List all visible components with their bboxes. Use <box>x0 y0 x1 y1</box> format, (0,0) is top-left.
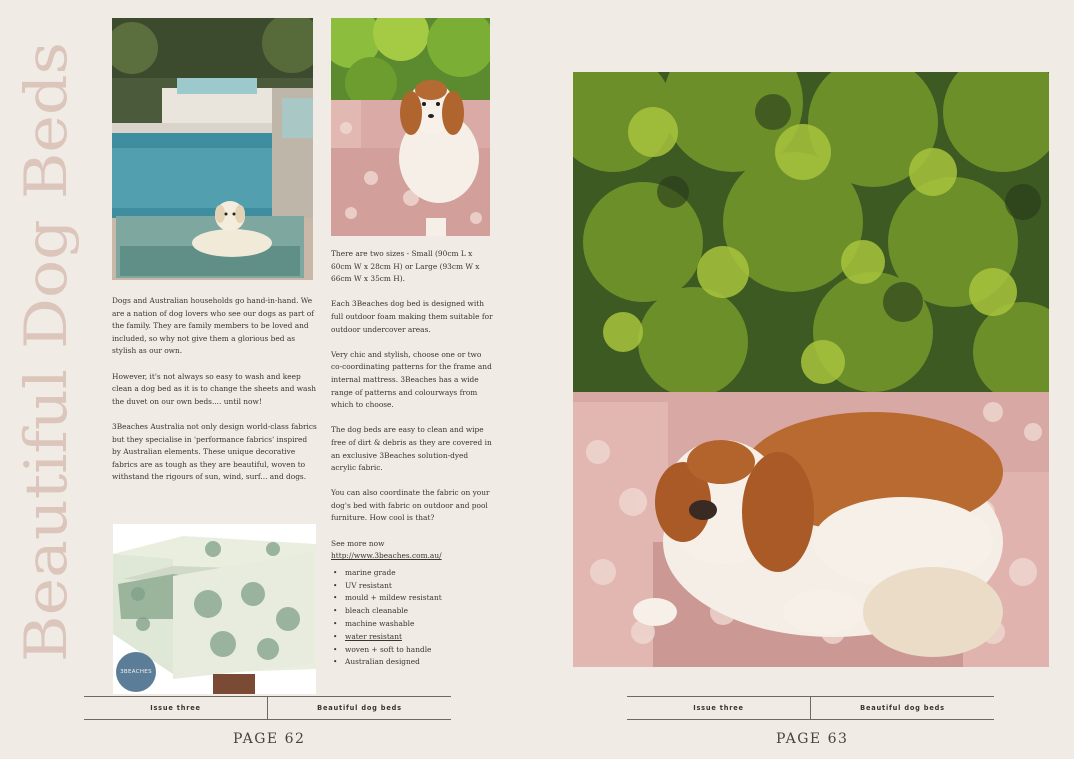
see-more-link[interactable]: http://www.3beaches.com.au/ <box>331 551 442 561</box>
feature-item: • woven + soft to handle <box>341 644 493 657</box>
see-more-label: See more now <box>331 538 385 548</box>
article-paragraph: Each 3Beaches dog bed is designed with full outdoor foam making them suitable for outdoor undercover areas. <box>331 299 493 334</box>
cavalier-pink-bed-photo <box>331 18 490 236</box>
features-list <box>331 567 493 669</box>
brand-logo-text: 3BEACHES <box>120 669 152 675</box>
feature-item: • mould + mildew resistant <box>341 592 493 605</box>
article-paragraph: You can also coordinate the fabric on your dog's bed with fabric on outdoor and pool furniture. How cool is that? <box>331 488 490 523</box>
article-paragraph: Dogs and Australian households go hand-in-hand. We are a nation of dog lovers who see our dogs as part of the family. They are family members to be loved and included, so why not give them a glorious bed as stylish as our own. <box>112 296 314 356</box>
footer-issue: Issue three <box>84 697 268 719</box>
footer-section: Beautiful dog beds <box>317 704 402 712</box>
feature-item: • UV resistant <box>341 580 493 593</box>
feature-item: • bleach cleanable <box>341 605 493 618</box>
page-number-left: PAGE 62 <box>233 731 306 747</box>
footer-bar-left <box>84 696 451 720</box>
feature-item: • Australian designed <box>341 656 493 669</box>
brand-logo-badge <box>116 652 156 692</box>
footer-bar-right <box>627 696 994 720</box>
footer-section: Beautiful dog beds <box>860 704 945 712</box>
vertical-page-title <box>0 0 82 680</box>
footer-issue: Issue three <box>627 697 811 719</box>
green-dog-bed-product-photo <box>113 524 316 694</box>
article-paragraph: However, it's not always so easy to wash and keep clean a dog bed as it is to change the sheets and wash the duvet on our own beds.... until now! <box>112 371 317 406</box>
article-paragraph: 3Beaches Australia not only design world-class fabrics but they specialise in 'performance fabrics' inspired by Australian elements. These unique decorative fabrics are as tough as they are beautiful, woven to withstand the rigours of sun, wind, surf... and dogs. <box>112 421 317 482</box>
article-column-right <box>331 248 493 669</box>
page-number-right: PAGE 63 <box>776 731 849 747</box>
article-paragraph: There are two sizes - Small (90cm L x 60cm W x 28cm H) or Large (93cm W x 66cm W x 35cm H). <box>331 249 480 284</box>
article-paragraph: The dog beds are easy to clean and wipe free of dirt & debris as they are covered in an exclusive 3Beaches solution-dyed acrylic fabric. <box>331 425 492 473</box>
feature-item: • machine washable <box>341 618 493 631</box>
feature-item: • marine grade <box>341 567 493 580</box>
pool-dog-bed-photo <box>112 18 313 280</box>
feature-item: • water resistant <box>341 631 493 644</box>
cavalier-sleeping-main-photo <box>573 72 1049 667</box>
vertical-title-text: Beautiful Dog Beds <box>12 94 80 662</box>
article-paragraph: Very chic and stylish, choose one or two co-coordinating patterns for the frame and internal mattress. 3Beaches has a wide range of patterns and colourways from which to choose. <box>331 349 492 410</box>
article-column-left <box>112 295 317 497</box>
